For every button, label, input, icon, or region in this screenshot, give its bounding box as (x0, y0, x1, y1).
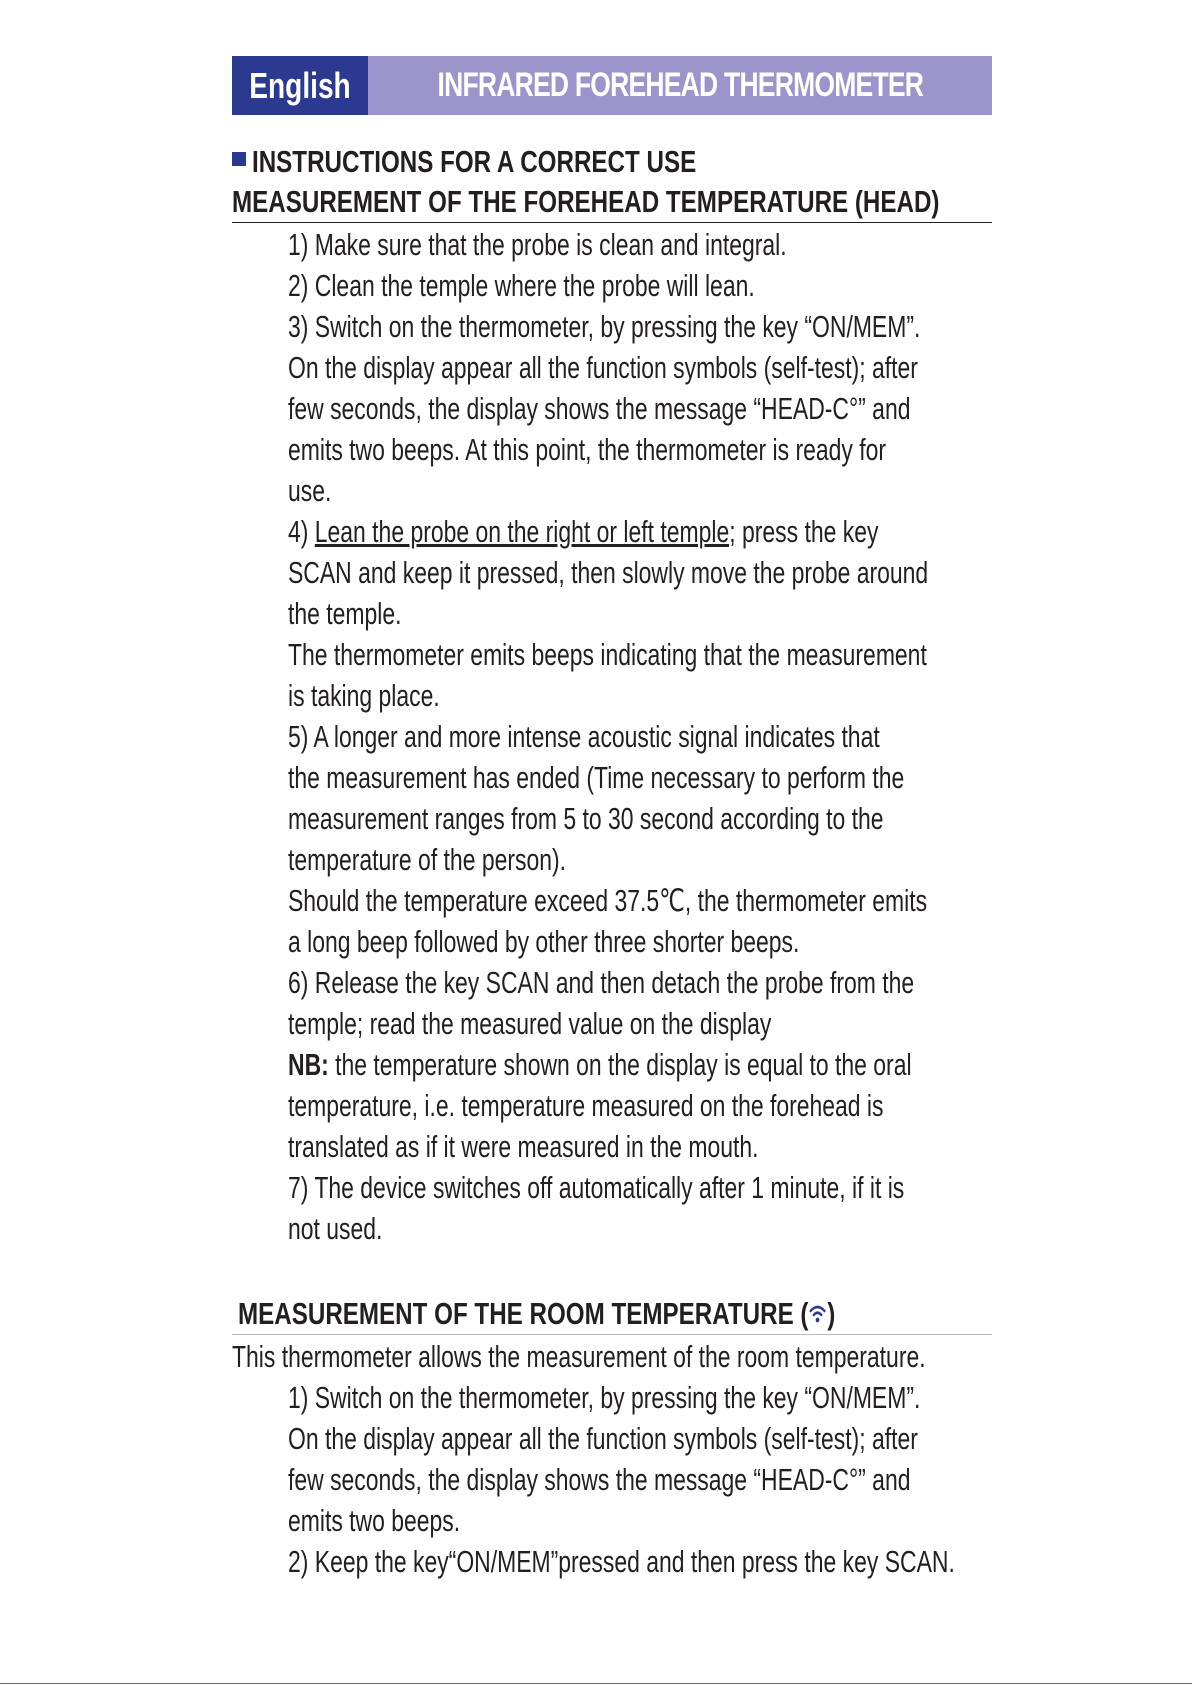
instruction-line: Should the temperature exceed 37.5℃, the thermometer emits (288, 883, 928, 918)
manual-page (232, 56, 992, 1579)
instruction-line: 5) A longer and more intense acoustic signal indicates that (288, 719, 880, 754)
step4-prefix: 4) (288, 514, 315, 549)
instruction-line: measurement ranges from 5 to 30 second according to the (288, 801, 884, 836)
instruction-line: the temple. (288, 596, 402, 631)
nb-text: the temperature shown on the display is equal to the oral (328, 1047, 912, 1082)
instruction-line-nb (232, 1044, 992, 1085)
instruction-line-step4 (232, 511, 992, 552)
instruction-line: 6) Release the key SCAN and then detach the probe from the (288, 965, 915, 1000)
language-tab (232, 56, 368, 115)
section-heading (232, 1294, 992, 1335)
instruction-line: emits two beeps. (288, 1503, 461, 1538)
instruction-line: temperature, i.e. temperature measured on the forehead is (288, 1088, 884, 1123)
instruction-line: On the display appear all the function symbols (self-test); after (288, 1421, 918, 1456)
room-section (232, 1294, 992, 1579)
instruction-line: 2) Keep the key“ON/MEM”pressed and then press the key SCAN. (288, 1544, 955, 1579)
room-heading: MEASUREMENT OF THE ROOM TEMPERATURE ( ) (238, 1296, 836, 1331)
instruction-line: On the display appear all the function symbols (self-test); after (288, 350, 918, 385)
language-label: English (249, 64, 351, 106)
forehead-section (232, 142, 992, 1246)
step4-rest: press the key (735, 514, 879, 549)
instruction-line: emits two beeps. At this point, the thermometer is ready for (288, 432, 886, 467)
wifi-signal-icon (808, 1300, 827, 1328)
nb-label: NB: (288, 1047, 329, 1082)
product-title-tab (368, 56, 992, 115)
instruction-line: few seconds, the display shows the message “HEAD-C°” and (288, 1462, 911, 1497)
room-instructions (232, 1336, 992, 1582)
instruction-line: 1) Make sure that the probe is clean and integral. (288, 227, 787, 262)
instruction-line: temple; read the measured value on the display (288, 1006, 772, 1041)
product-title: INFRARED FOREHEAD THERMOMETER (437, 66, 923, 104)
section-subheading (232, 182, 992, 223)
instruction-line: is taking place. (288, 678, 440, 713)
instruction-line: 3) Switch on the thermometer, by pressing the key “ON/MEM”. (288, 309, 921, 344)
forehead-instructions (232, 224, 992, 1249)
instruction-line: a long beep followed by other three shorter beeps. (288, 924, 800, 959)
instruction-line: 1) Switch on the thermometer, by pressing the key “ON/MEM”. (288, 1380, 921, 1415)
instruction-line: The thermometer emits beeps indicating that the measurement (288, 637, 927, 672)
room-intro: This thermometer allows the measurement of the room temperature. (232, 1339, 926, 1374)
instruction-line: SCAN and keep it pressed, then slowly move the probe around (288, 555, 929, 590)
square-bullet-icon (232, 152, 246, 166)
instruction-line: 7) The device switches off automatically after 1 minute, if it is (288, 1170, 905, 1205)
section-heading-line1: INSTRUCTIONS FOR A CORRECT USE (252, 144, 697, 179)
instruction-line: not used. (288, 1211, 383, 1246)
section-heading-line2: MEASUREMENT OF THE FOREHEAD TEMPERATURE (HEAD) (232, 184, 940, 219)
instruction-line: few seconds, the display shows the message “HEAD-C°” and (288, 391, 911, 426)
section-heading (232, 142, 992, 182)
step4-underlined: Lean the probe on the right or left temple; (314, 514, 736, 549)
header-bar (232, 56, 992, 115)
instruction-line: 2) Clean the temple where the probe will lean. (288, 268, 755, 303)
instruction-line: use. (288, 473, 332, 508)
page-bottom-rule (0, 1683, 1192, 1684)
instruction-line: the measurement has ended (Time necessary to perform the (288, 760, 905, 795)
instruction-line: translated as if it were measured in the mouth. (288, 1129, 759, 1164)
instruction-line: temperature of the person). (288, 842, 566, 877)
